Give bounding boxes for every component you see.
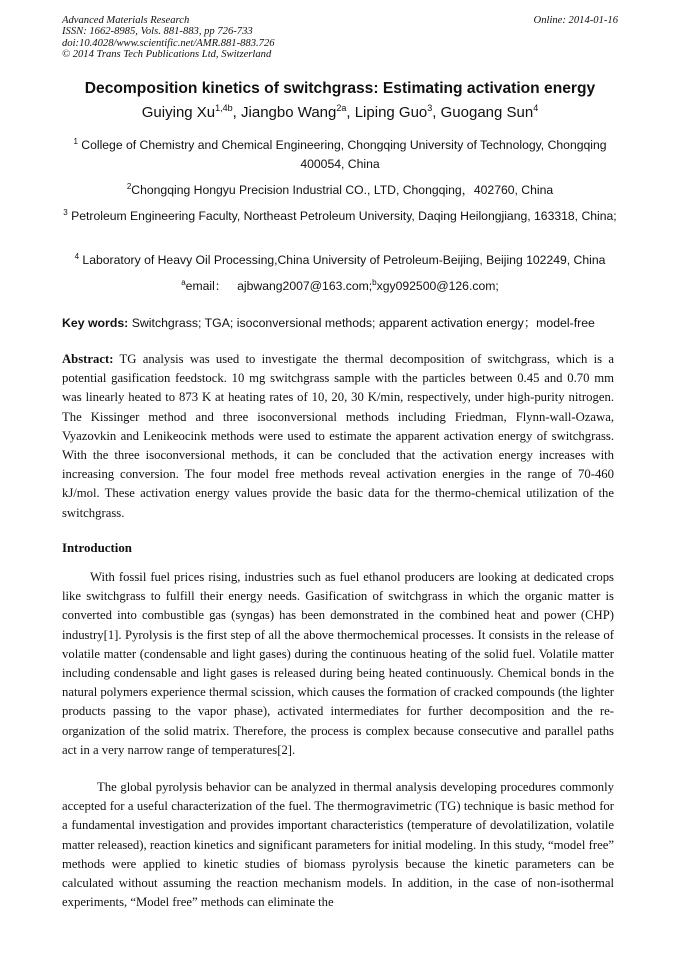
abstract (62, 350, 614, 523)
journal-header (62, 15, 618, 60)
email-b[interactable]: xgy092500@126.com; (376, 279, 499, 294)
paper-title: Decomposition kinetics of switchgrass: Estimating activation energy (84, 80, 596, 97)
abstract-label: Abstract: (62, 352, 114, 366)
author-sup: 3 (427, 103, 433, 113)
abstract-text: TG analysis was used to investigate the thermal decomposition of switchgrass, which is a potential gasification feedstock. 10 mg switchgrass sample with the particles between 0.45 and 0.70 mm was linearly heated to 873 K at heating rates of 10, 20, 30 K/min, respectively, under high-purity nitrogen. The Kissinger method and three isoconversional methods including Friedman, Flynn-wall-Ozawa, Vyazovkin and Lenikeocink methods were used to estimate the apparent activation energy of switchgrass. With the three isoconversional methods, it can be concluded that the activation energy increases with increasing conversion. The four model free methods reveal activation energies in the range of 70-460 kJ/mol. These activation energy values provide the basic data for the thermo-chemical utilization of the switchgrass. (62, 352, 614, 520)
online-date: Online: 2014-01-16 (533, 15, 618, 26)
author-sup: 1,4b (215, 103, 233, 113)
author-name: Jiangbo Wang (241, 104, 337, 121)
author-list: Guiying $Xu^{1,4b}$, Jiangbo Wang$^{2a}$, Liping Guo$^3$, Guogang Sun$^4$ (141, 103, 539, 121)
intro-paragraph-2: The global pyrolysis behavior can be analyzed in thermal analysis developing procedures commonly accepted for a useful characterization of the fuel. The thermogravimetric (TG) technique is basic method for a fundamental investigation and provides important characteristics (temperature of devolatilization, volatile matter released), reaction kinetics and significant parameters for initial modeling. In this study, “model free” methods were applied to kinetic studies of biomass pyrolysis because the kinetic parameters can be calculated without assuming the reaction mechanism models. In addition, in the case of non-isothermal experiments, “Model free” methods can eliminate the (62, 780, 614, 910)
author-name: Guiying Xu (141, 104, 216, 121)
author-sup: 2a (336, 103, 347, 113)
email-a[interactable]: ajbwang2007@163.com; (237, 279, 373, 294)
author-name: Guogang Sun (440, 104, 534, 121)
keywords-text: Switchgrass; TGA; isoconversional methods; apparent activation energy；model-free (128, 316, 595, 330)
keywords-label: Key words: (62, 316, 129, 330)
keywords (62, 313, 595, 331)
author-sup: 4 (533, 103, 539, 113)
email-label: email： (185, 279, 227, 294)
email-line: $^a$email： ajbwang2007@163.com;$^b$xgy092500@126.com; (181, 278, 499, 294)
affiliation-2: $^2$Chongqing Hongyu Precision Industrial CO., LTD, Chongqing，402760, China (126, 182, 554, 198)
affiliation-1: $^1$ College of Chemistry and Chemical Engineering, Chongqing University of Technology, Chongqing 400054, China (73, 137, 607, 172)
intro-paragraph-1: With fossil fuel prices rising, industries such as fuel ethanol producers are looking at dedicated crops like switchgrass to fulfill their energy needs. Gasification of switchgrass in which the organic matter is converted into combustible gas (syngas) has been demonstrated in the combined heat and power (CHP) industry[1]. Pyrolysis is the first step of all the above thermochemical processes. It consists in the release of volatile matter (condensable and light gases) during the continuous heating of the solid fuel. Volatile matter including condensable and light gases is released during being heated continuously. Chemical bonds in the natural polymers experience thermal scission, which causes the formation of cracked compounds (the lighter products passing to the vapor phase), activated intermediates for further decomposition and the re-organization of the solid matrix. Therefore, the process is complex because consecutive and parallel paths act in a very narrow range of temperatures[2]. (62, 570, 614, 757)
doi-line: doi:10.4028/www.scientific.net/AMR.881-883.726 (62, 37, 275, 49)
issn-line: ISSN: 1662-8985, Vols. 881-883, pp 726-733 (62, 26, 253, 38)
author-name: Liping Guo (354, 104, 428, 121)
affiliation-3: $^3$ Petroleum Engineering Faculty, Northeast Petroleum University, Daqing Heilongjiang, 163318, China; (63, 208, 617, 224)
section-heading-introduction: Introduction (62, 541, 132, 555)
copyright-line: © 2014 Trans Tech Publications Ltd, Switzerland (62, 48, 272, 60)
affiliation-4: $^4$ Laboratory of Heavy Oil Processing,China University of Petroleum-Beijing, Beijing 102249, China (74, 252, 606, 268)
journal-name: Advanced Materials Research (62, 15, 190, 26)
